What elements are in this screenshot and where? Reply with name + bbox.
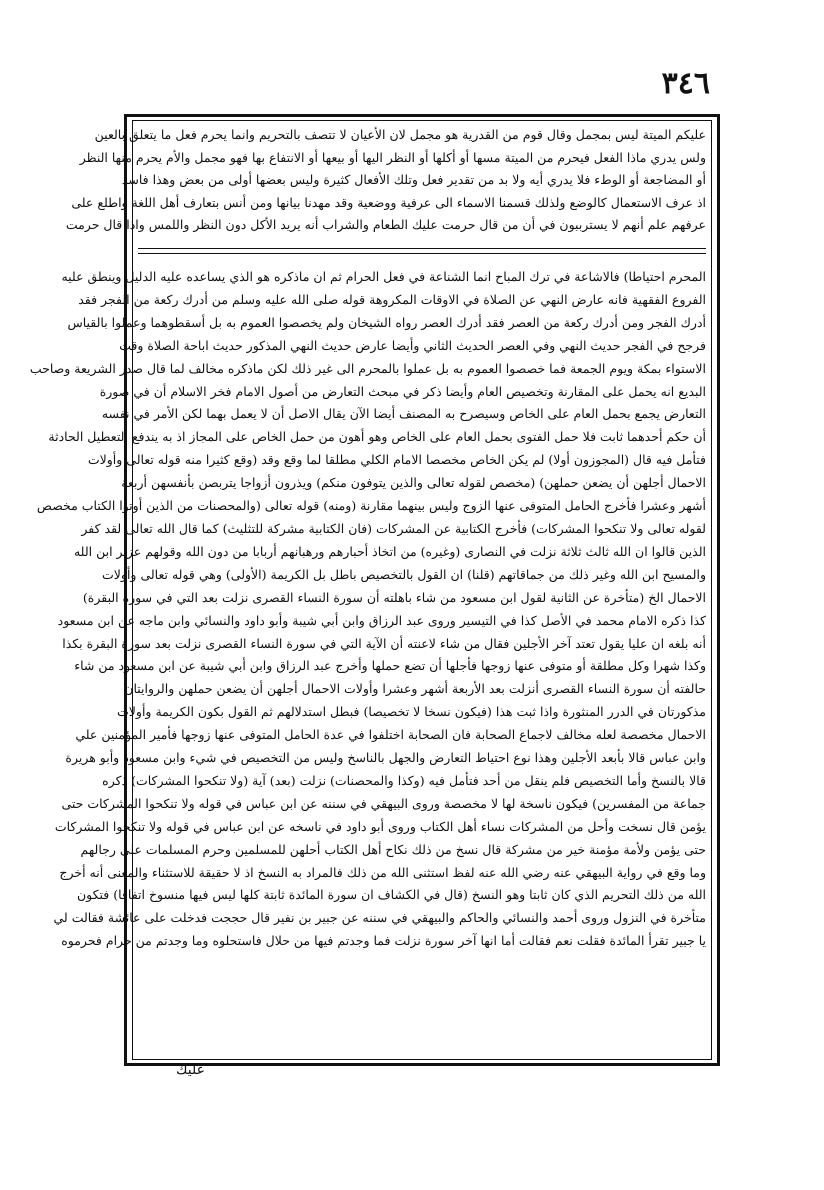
lower-line: قالا بالنسخ وأما التخصيص فلم ينقل من أحد فتأمل فيه (وكذا والمحصنات) نزلت (بعد) آية (ولا تنكحوا المشركات) ذكره [102,772,706,788]
lower-line: الله من ذلك التحريم الذي كان ثابتا وهو النسخ (قال في الكشاف ان سورة المائدة ثابتة كلها ليس فيها منسوخ اتفاقا) فتكون [77,887,706,903]
upper-line: ولس يدري ماذا الفعل فيحرم من الميتة مسها أو أكلها أو النظر اليها أو بيعها أو الانتفاع بها فهو مجمل والأم يحرم منها النظر [79,149,706,165]
lower-line: يا جبير تقرأ المائدة فقلت نعم فقالت أما انها آخر سورة نزلت فما وجدتم فيها من حلال فاستحلوه وما وجدتم من حرام فحرموه [61,933,706,949]
lower-text-block [29,266,706,953]
lower-line: الذين قالوا ان الله ثالث ثلاثة نزلت في النصارى (وغيره) من اتخاذ أحبارهم ورهبانهم أربابا من دون الله وقولهم عزير ابن الله [73,543,706,559]
lower-line: حتى يؤمن ولأمة مؤمنة خير من مشركة قال نسخ من ذلك نكاح أهل الكتاب أحلهن للمسلمين وحرم المسلمات على رجالهم [80,841,706,857]
lower-line: أشهر وعشرا فأخرج الحامل المتوفى عنها الزوج وليس بينهما مقارنة (ومنه) قوله تعالى (والمحصنات من الذين أوتوا الكتاب مخصص [36,498,706,514]
lower-line: والمسيح ابن الله وغير ذلك من جماقاتهم (قلنا) ان القول بالتخصيص باطل بل الكريمة (الأولى) وهي قوله تعالى وأولات [102,566,706,582]
lower-line: فرجح في الفجر حديث النهي وفي العصر الحديث الثاني وأيضا عارض حديث النهي المذكور حديث اباحة الصلاة وقت [119,337,706,353]
lower-line: فتأمل فيه قال (المجوزون أولا) لم يكن الخاص مخصصا الامام الكلي مطلقا لما وقع وقد (وقع كثيرا منه قوله تعالى وأولات [87,452,706,468]
lower-line: مذكورتان في الدرر المنثورة واذا ثبت هذا (فيكون نسخا لا تخصيصا) فبطل استدلالهم ثم القول بكون الكريمة وأولات [117,704,706,720]
lower-line: المحرم احتياطا) فالاشاعة في ترك المباح انما الشناعة في فعل الحرام ثم ان ماذكره هو الذي يساعده عليه الدليل وينطق عليه [61,269,706,284]
lower-line: التعارض يجمع بحمل العام على الخاص وسيصرح به المصنف أيضا الآن يقال الاصل أن لا يعمل بهما لكن الأمر في نفسه [101,406,706,422]
upper-line: عليكم الميتة ليس بمجمل وقال قوم من القدرية هو مجمل لان الأعيان لا تتصف بالتحريم وانما يحرم فعل ما يتعلق بالعين [94,127,706,142]
lower-line: وابن عباس قالا بأبعد الأجلين وهذا نوع احتياط التعارض والجهل بالناسخ وليس من التخصيص في شيء وابن مسعود وأبو هريرة [65,750,706,766]
upper-line: عرفهم علم أنهم لا يسترببون في أن من قال حرمت عليك الطعام والشراب أنه يريد الأكل دون النظر واللمس واذا قال حرمت [65,217,706,232]
lower-line: لقوله تعالى ولا تنكحوا المشركات) فأخرج الكتابية عن المشركات (فان الكتابية مشركة للتثليث) كما قال الله تعالى لقد كفر [81,520,706,536]
lower-line: البديع انه يحمل على المقارنة وتخصيص العام وأيضا ذكر في مبحث التعارض من أصول الامام فخر الاسلام أن في صورة [99,383,706,399]
lower-line: أن حكم أحدهما ثابت فلا حمل الفتوى بحمل العام على الخاص وهو أهون من حمل الخاص على المجاز اذ به يندفع التعطيل الحادثة [48,429,706,445]
upper-text-block [65,124,706,237]
lower-line: يؤمن قال نسخت وأحل من المشركات نساء أهل الكتاب وروى أبو داود في ناسخه عن ابن عباس في قوله ولا تنكحوا المشركات [54,818,706,834]
lower-line: جماعة من المفسرين) فيكون ناسخة لها لا مخصصة وروى البيهقي في سننه عن ابن عباس في قوله ولا تنكحوا المشركات حتى [61,795,706,811]
lower-line: حالفته أن سورة النساء القصرى أنزلت بعد الأربعة أشهر وعشرا وأولات الاحمال أجلهن أن يضعن حملهن والروايتان [124,681,706,697]
lower-line: كذا ذكره الامام محمد في الأصل كذا في التيسير وروى عبد الرزاق وابن أبي شيبة وأبو داود والنسائي وابن ماجه عن ابن مسعود [57,612,706,628]
upper-line: اذ عرف الاستعمال كالوضع ولذلك قسمنا الاسماء الى عرفية ووضعية وقد مهدنا بيانها ومن أنس بتعارف أهل اللغة واطلع على [71,194,706,210]
lower-line: الاحمال أجلهن أن يضعن حملهن) (مخصص لقوله تعالى والذين يتوفون منكم) ويذرون أزواجا يتربصن بأنفسهن أربعة [121,475,706,491]
lower-line: أدرك الفجر ومن أدرك ركعة من العصر فقد أدرك العصر رواه الشيخان ولم يخصصوا العموم به بل أسقطوهما وعملوا بالقياس [67,314,706,330]
lower-line: الاستواء بمكة ويوم الجمعة فما خصصوا العموم به بل عملوا بالمحرم الى غير ذلك لكن ماذكره مخالف لما قال صدر الشريعة وصاحب [29,360,706,376]
lower-line: الاحمال الخ (متأخرة عن الثانية لقول ابن مسعود من شاء باهلته أن سورة النساء القصرى نزلت بعد التي في سورة البقرة) [82,589,706,605]
lower-line: وكذا شهرا وكل مطلقة أو متوفى عنها زوجها فأجلها أن تضع حملها وأخرج عبد الرزاق وابن أبي شيبة عن ابن مسعود من شاء [74,658,706,674]
lower-line: أنه بلغه ان عليا يقول تعتد آخر الأجلين فقال من شاء لاعنته أن الآية التي في سورة النساء القصرى نزلت بعد سورة البقرة بكذا [62,635,706,651]
catchword: عليك [176,1062,206,1078]
lower-line: الاحمال مخصصة لعله مخالف لاجماع الصحابة فان الصحابة اختلفوا في عدة الحامل المتوفى عنها زوجها فأمير المؤمنين علي [75,727,706,743]
lower-line: متأخرة في النزول وروى أحمد والنسائي والحاكم والبيهقي في سننه عن جبير بن نفير قال حججت فدخلت على عائشة فقالت لي [53,910,706,926]
section-divider [138,248,706,254]
page-number: ٣٤٦ [661,66,710,101]
upper-line: أو المضاجعة أو الوطء فلا يدري أيه ولا بد من تقدير فعل وتلك الأفعال كثيرة وليس بعضها أولى من بعض وهذا فاسد [121,172,706,187]
lower-line: الفروع الفقهية فانه عارض النهي عن الصلاة في الاوقات المكروهة قوله صلى الله عليه وسلم من أدرك ركعة من الفجر فقد [78,291,706,307]
lower-line: وما وقع في رواية البيهقي عنه رضي الله عنه لفظ استثنى الله من ذلك فالمراد به النسخ اذ لا حقيقة للاستثناء والمعنى أنه أخرج [59,864,706,880]
